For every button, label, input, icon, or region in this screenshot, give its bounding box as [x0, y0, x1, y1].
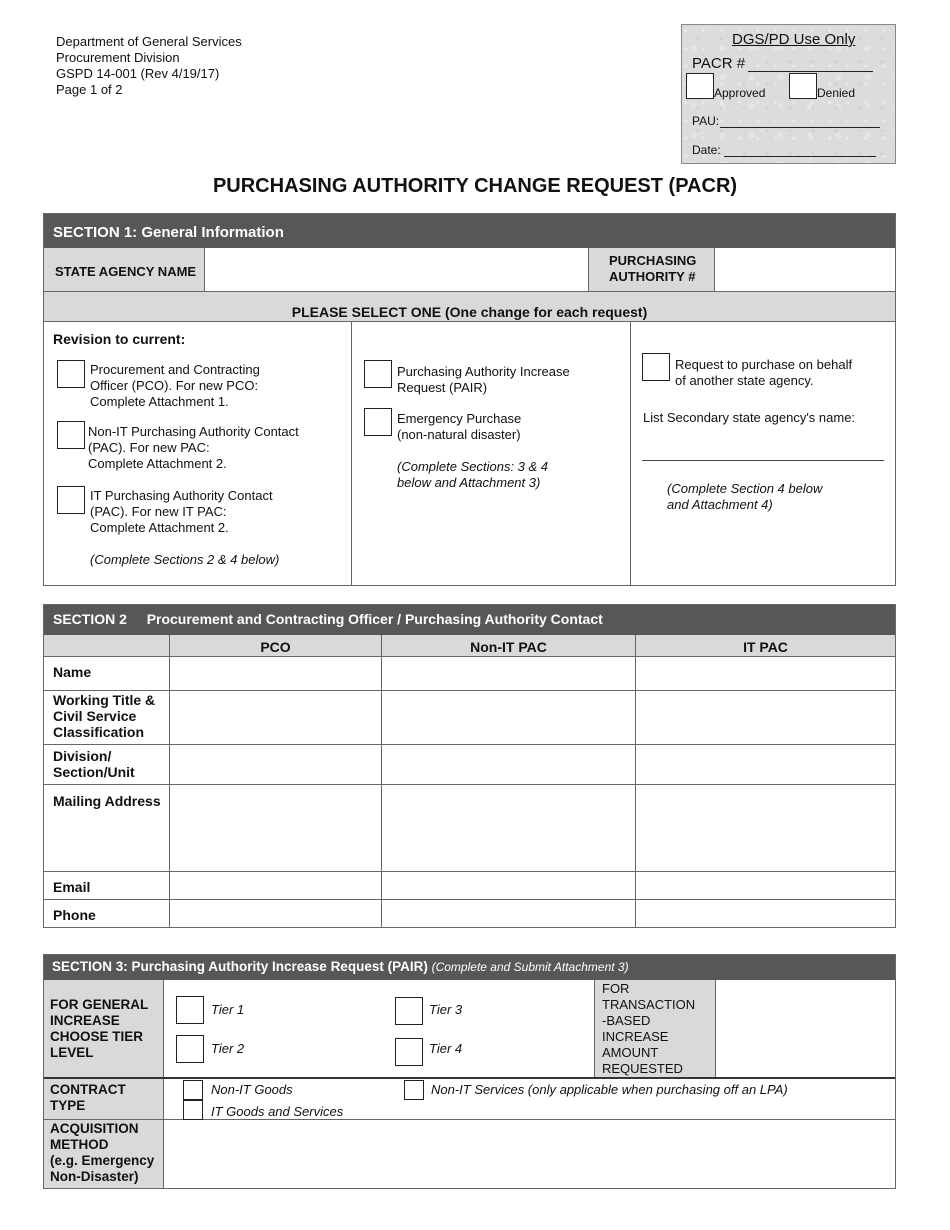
transaction-label-line: FOR: [602, 981, 630, 996]
it-pac-phone-field[interactable]: [636, 900, 895, 927]
nonit-pac-email-field[interactable]: [382, 872, 635, 899]
pa-label-line1: PURCHASING: [609, 253, 697, 268]
nonit-pac-revision-checkbox[interactable]: [57, 421, 85, 449]
select-one-banner: PLEASE SELECT ONE (One change for each request): [44, 292, 895, 321]
pacr-number-field[interactable]: [748, 71, 873, 72]
pair-option-text: [397, 364, 570, 396]
row-label-email: Email: [53, 879, 91, 895]
section1-heading: SECTION 1: General Information: [44, 214, 895, 248]
nonit-services-checkbox[interactable]: [404, 1080, 424, 1100]
denied-checkbox[interactable]: [789, 73, 817, 99]
acquisition-label-line: METHOD: [50, 1137, 109, 1152]
section3-title: SECTION 3: Purchasing Authority Increase Request (PAIR): [52, 959, 428, 974]
pco-text-line: Complete Attachment 1.: [90, 394, 229, 409]
division-name: Procurement Division: [56, 50, 180, 65]
tier-label-line: LEVEL: [50, 1045, 94, 1060]
contract-label-line: CONTRACT: [50, 1082, 126, 1097]
it-text-line: IT Purchasing Authority Contact: [90, 488, 273, 503]
nonit-pac-mailing-field[interactable]: [382, 785, 635, 871]
section3-note: (Complete and Submit Attachment 3): [431, 960, 629, 974]
row-label-line: Division/: [53, 748, 112, 764]
approved-label: Approved: [714, 86, 766, 100]
col1-note: (Complete Sections 2 & 4 below): [90, 552, 280, 567]
section2-heading: [44, 605, 895, 635]
it-pac-mailing-field[interactable]: [636, 785, 895, 871]
acquisition-method-label: [50, 1121, 154, 1185]
behalf-text-line: Request to purchase on behalf: [675, 357, 853, 372]
tier2-label: Tier 2: [211, 1041, 245, 1056]
section2-box: [43, 604, 896, 928]
it-text-line: Complete Attachment 2.: [90, 520, 229, 535]
pair-text-line: Purchasing Authority Increase: [397, 364, 570, 379]
pco-name-field[interactable]: [170, 657, 381, 690]
row-label-mailing-address: Mailing Address: [53, 793, 161, 809]
page-number: Page 1 of 2: [56, 82, 123, 97]
column-nonit-pac: Non-IT PAC: [470, 639, 547, 655]
nonit-text-line: Non-IT Purchasing Authority Contact: [88, 424, 299, 439]
tier3-checkbox[interactable]: [395, 997, 423, 1025]
emergency-purchase-checkbox[interactable]: [364, 408, 392, 436]
divider: [594, 980, 595, 1077]
col2-note: [397, 459, 548, 491]
it-pac-division-field[interactable]: [636, 745, 895, 784]
row-label-name: Name: [53, 664, 92, 680]
form-number: GSPD 14-001 (Rev 4/19/17): [56, 66, 220, 81]
nonit-pac-division-field[interactable]: [382, 745, 635, 784]
nonit-text-line: Complete Attachment 2.: [88, 456, 227, 471]
it-goods-label: IT Goods and Services: [211, 1104, 344, 1119]
acquisition-label-line: (e.g. Emergency: [50, 1153, 155, 1168]
contract-type-label: [50, 1082, 126, 1114]
col3-note: [667, 481, 822, 513]
it-goods-checkbox[interactable]: [183, 1100, 203, 1120]
col2-note-line: below and Attachment 3): [397, 475, 541, 490]
transaction-label-line: -BASED: [602, 1013, 651, 1028]
behalf-of-agency-checkbox[interactable]: [642, 353, 670, 381]
tier-label-line: INCREASE: [50, 1013, 120, 1028]
contract-label-line: TYPE: [50, 1098, 86, 1113]
nonit-goods-checkbox[interactable]: [183, 1080, 203, 1100]
pacr-number-label: PACR #: [692, 55, 746, 72]
row-label-line: Section/Unit: [53, 764, 135, 780]
pa-label-cell: [589, 248, 714, 291]
col3-note-line: (Complete Section 4 below: [667, 481, 823, 496]
nonit-pac-title-field[interactable]: [382, 691, 635, 744]
transaction-amount-field[interactable]: [716, 981, 895, 1077]
row-label-division: [53, 748, 135, 780]
tier-label-line: CHOOSE TIER: [50, 1029, 144, 1044]
column-pco: PCO: [260, 639, 291, 655]
approved-checkbox[interactable]: [686, 73, 714, 99]
pco-revision-checkbox[interactable]: [57, 360, 85, 388]
secondary-agency-field[interactable]: [642, 460, 884, 461]
transaction-label-line: AMOUNT: [602, 1045, 659, 1060]
it-pac-name-field[interactable]: [636, 657, 895, 690]
it-text-line: (PAC). For new IT PAC:: [90, 504, 227, 519]
tier-label-line: FOR GENERAL: [50, 997, 149, 1012]
behalf-text-line: of another state agency.: [675, 373, 814, 388]
pco-phone-field[interactable]: [170, 900, 381, 927]
pco-email-field[interactable]: [170, 872, 381, 899]
revision-label: Revision to current:: [53, 331, 186, 347]
pco-title-field[interactable]: [170, 691, 381, 744]
department-header: [56, 34, 242, 98]
col2-note-line: (Complete Sections: 3 & 4: [397, 459, 549, 474]
it-pac-revision-text: [90, 488, 273, 536]
tier2-checkbox[interactable]: [176, 1035, 204, 1063]
section3-box: [43, 954, 896, 1189]
column-it-pac: IT PAC: [743, 639, 788, 655]
dgs-box-title: DGS/PD Use Only: [732, 31, 856, 48]
dgs-use-only-box: [681, 24, 896, 164]
row-label-working-title: [53, 692, 155, 740]
nonit-pac-revision-text: [88, 424, 299, 472]
row-label-phone: Phone: [53, 907, 96, 923]
divider: [44, 321, 895, 322]
divider: [630, 321, 631, 585]
tier4-checkbox[interactable]: [395, 1038, 423, 1066]
tier4-label: Tier 4: [429, 1041, 463, 1056]
nonit-services-label: Non-IT Services (only applicable when purchasing off an LPA): [431, 1082, 788, 1097]
section3-heading: [44, 955, 895, 980]
acquisition-label-line: Non-Disaster): [50, 1169, 139, 1184]
pair-checkbox[interactable]: [364, 360, 392, 388]
section2-number: SECTION 2: [53, 611, 127, 627]
pau-label: PAU:: [692, 114, 720, 128]
col3-note-line: and Attachment 4): [667, 497, 773, 512]
pco-mailing-field[interactable]: [170, 785, 381, 871]
row-label-line: Working Title &: [53, 692, 156, 708]
tier1-checkbox[interactable]: [176, 996, 204, 1024]
denied-label: Denied: [817, 86, 856, 100]
transaction-label-line: TRANSACTION: [602, 997, 696, 1012]
acquisition-label-line: ACQUISITION: [50, 1121, 139, 1136]
emergency-text-line: (non-natural disaster): [397, 427, 521, 442]
date-label: Date:: [692, 143, 721, 157]
pau-field[interactable]: [720, 127, 880, 128]
secondary-agency-label: List Secondary state agency's name:: [643, 410, 856, 425]
pa-label-line2: AUTHORITY #: [609, 269, 696, 284]
department-name: Department of General Services: [56, 34, 242, 49]
pair-text-line: Request (PAIR): [397, 380, 488, 395]
transaction-label-line: REQUESTED: [602, 1061, 683, 1076]
form-title: PURCHASING AUTHORITY CHANGE REQUEST (PACR): [212, 175, 738, 197]
date-field[interactable]: [724, 156, 876, 157]
general-increase-label: [50, 997, 148, 1061]
emergency-option-text: [397, 411, 521, 443]
divider: [351, 321, 352, 585]
it-pac-title-field[interactable]: [636, 691, 895, 744]
agency-name-label: STATE AGENCY NAME: [55, 264, 197, 279]
behalf-option-text: [675, 357, 852, 389]
pco-text-line: Officer (PCO). For new PCO:: [90, 378, 259, 393]
it-pac-email-field[interactable]: [636, 872, 895, 899]
nonit-pac-name-field[interactable]: [382, 657, 635, 690]
pco-text-line: Procurement and Contracting: [90, 362, 260, 377]
row-label-line: Classification: [53, 724, 145, 740]
transaction-label-line: INCREASE: [602, 1029, 669, 1044]
section1-box: [43, 213, 896, 586]
nonit-pac-phone-field[interactable]: [382, 900, 635, 927]
emergency-text-line: Emergency Purchase: [397, 411, 522, 426]
pco-revision-text: [90, 362, 260, 410]
purchasing-authority-number-field[interactable]: [715, 248, 895, 291]
section2-title: Procurement and Contracting Officer / Purchasing Authority Contact: [146, 611, 603, 627]
row-label-line: Civil Service: [53, 708, 137, 724]
pco-division-field[interactable]: [170, 745, 381, 784]
divider: [44, 1077, 895, 1079]
nonit-text-line: (PAC). For new PAC:: [88, 440, 210, 455]
tier3-label: Tier 3: [429, 1002, 463, 1017]
acquisition-method-field[interactable]: [164, 1120, 895, 1188]
agency-name-field[interactable]: [205, 248, 588, 291]
agency-label-cell: [44, 248, 204, 291]
transaction-based-label: [602, 981, 695, 1077]
it-pac-revision-checkbox[interactable]: [57, 486, 85, 514]
tier1-label: Tier 1: [211, 1002, 245, 1017]
nonit-goods-label: Non-IT Goods: [211, 1082, 293, 1097]
